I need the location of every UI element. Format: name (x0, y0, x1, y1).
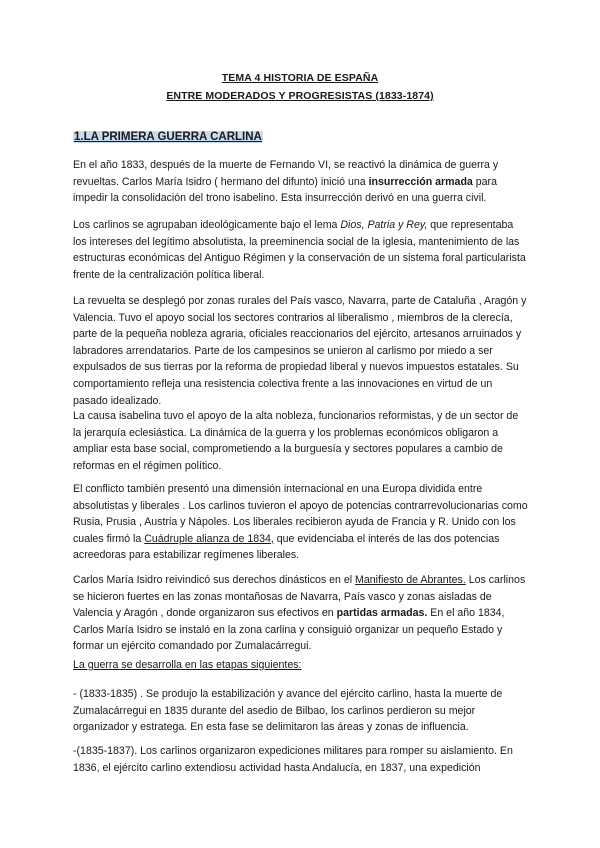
paragraph-2: Los carlinos se agrupaban ideológicamente bajo el lema Dios, Patria y Rey, que representaba los intereses del legítimo absolutista, la preeminencia social de la iglesia, mantenimiento de las estructuras económicas del Antiguo Régimen y la conservación de un sistema foral particularista frente de la centralización política liberal. (73, 219, 526, 281)
bold-phrase: partidas armadas. (336, 607, 428, 620)
paragraph-1: En el año 1833, después de la muerte de Fernando VI, se reactivó la dinámica de guerra y revueltas. Carlos María Isidro ( hermano del difunto) inició una insurrección armada para impedir la consolidación del trono isabelino. Esta insurrección derivó en una guerra civil. (73, 159, 499, 205)
paragraph-stage-2: -(1835-1837). Los carlinos organizaron expediciones militares para romper su aislamiento. En 1836, el ejército carlino extendiosu actividad hasta Andalucía, en 1837, una expedición (73, 745, 513, 774)
stages-heading: La guerra se desarrolla en las etapas siguientes: (73, 659, 302, 671)
underlined-treaty: Cuádruple alianza de 1834, (144, 532, 274, 545)
paragraph-3: La revuelta se desplegó por zonas rurales del País vasco, Navarra, parte de Cataluña , Aragón y Valencia. Tuvo el apoyo social los sectores contrarios al liberalismo , miembros de la clerecía, parte de la pequeña nobleza agraria, oficiales reaccionarios del ejército, artesanos arruinados y labradores arrendatarios. Parte de los campesinos se unieron al carlismo por miedo a ser expulsados de sus tierras por la reforma de propiedad liberal y nuevos impuestos estatales. Su comportamiento refleja una resistencia colectiva frente a las innovaciones en virtud de un pasado idealizado. (73, 295, 527, 407)
document-subtitle: ENTRE MODERADOS Y PROGRESISTAS (1833-1874) (166, 90, 434, 102)
italic-motto: Dios, Patria y Rey, (340, 219, 428, 231)
document-title: TEMA 4 HISTORIA DE ESPAÑA (221, 72, 379, 84)
paragraph-5: El conflicto también presentó una dimensión internacional en una Europa dividida entre absolutistas y liberales . Los carlinos tuvieron el apoyo de potencias contrarrevolucionarias como Rusia, Prusia , Austria y Nápoles. Los liberales recibieron ayuda de Francia y R. Unido con los cuales firmó la Cuádruple alianza de 1834, que evidenciaba el interés de las dos potencias acreedoras para estabilizar regímenes liberales. (73, 483, 528, 562)
section-heading: 1.LA PRIMERA GUERRA CARLINA (74, 131, 262, 143)
underlined-manifesto: Manifiesto de Abrantes. (355, 574, 466, 586)
paragraph-4: La causa isabelina tuvo el apoyo de la alta nobleza, funcionarios reformistas, y de un sector de la jerarquía eclesiástica. La dinámica de la guerra y los problemas económicos obligaron a ampliar esta base social, comprometiendo a la burguesía y sectores populares a cambio de reformas en el régimen político. (73, 410, 519, 472)
paragraph-stage-1: - (1833-1835) . Se produjo la estabilización y avance del ejército carlino, hasta la muerte de Zumalacárregui en 1835 durante del asedio de Bilbao, los carlinos perdieron su mejor organizador y estratega. En esta fase se delimitaron las áreas y zonas de influencia. (73, 688, 503, 734)
paragraph-6: Carlos María Isidro reivindicó sus derechos dinásticos en el Manifiesto de Abrantes. Los carlinos se hicieron fuertes en las zonas montañosas de Navarra, País vasco y zonas aisladas de Valencia y Aragón , donde organizaron sus efectivos en partidas armadas. En el año 1834, Carlos María Isidro se instaló en la zona carlina y consiguió organizar un pequeño Estado y formar un ejército comandado por Zumalacárregui. (73, 574, 526, 653)
bold-phrase: insurrección armada (368, 175, 473, 188)
